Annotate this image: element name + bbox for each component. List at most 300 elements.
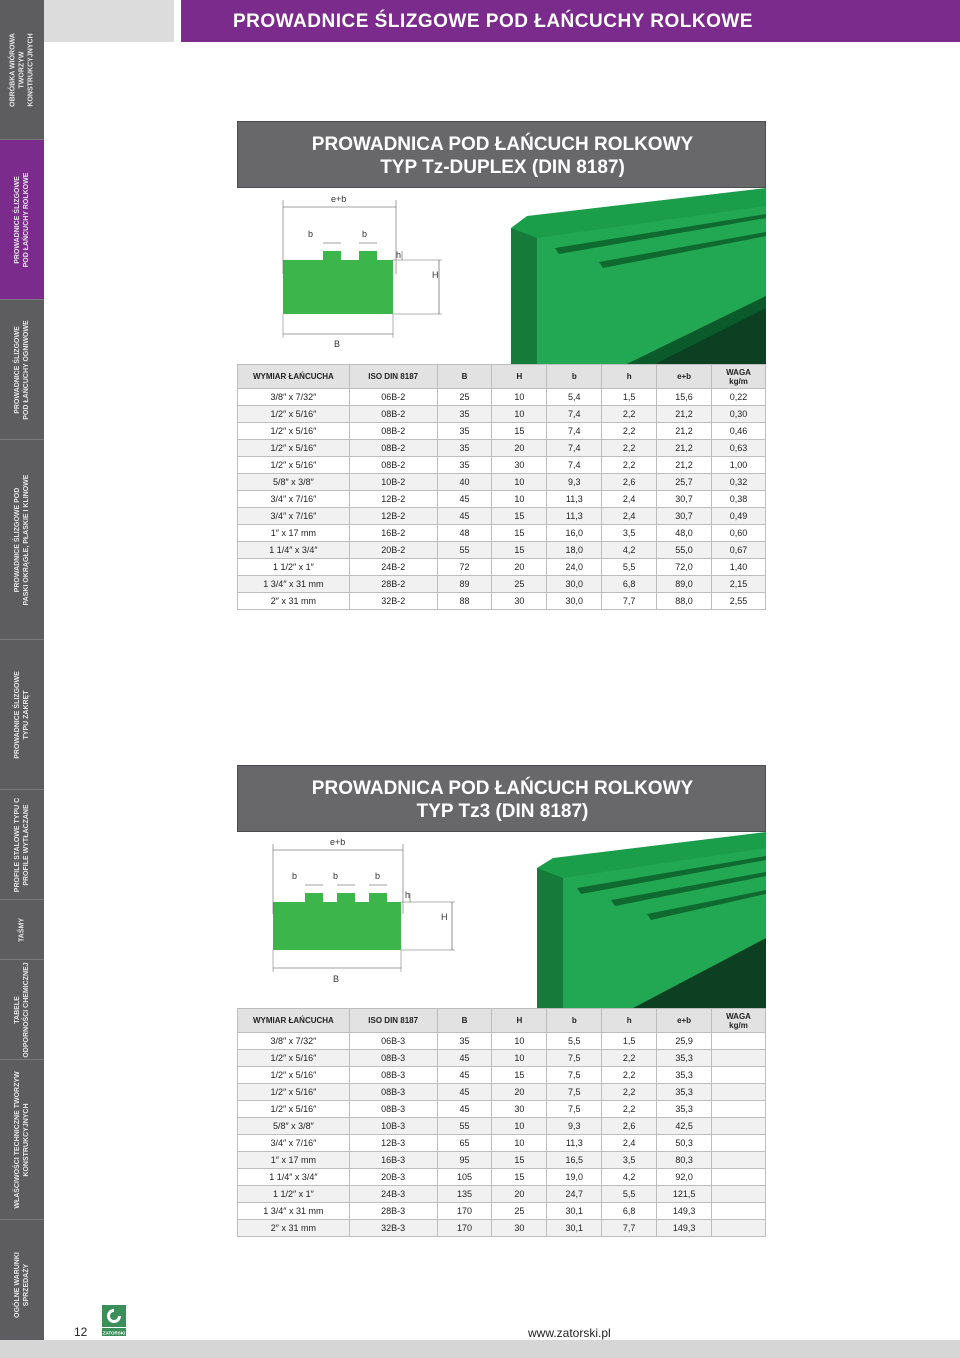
table-cell: 1,40 [712, 559, 766, 576]
table-cell: 28B-3 [349, 1203, 437, 1220]
table-cell [712, 1135, 766, 1152]
profile-drawing [237, 832, 507, 1008]
table-row [238, 1067, 766, 1084]
table-cell: 2,2 [602, 423, 657, 440]
table-cell: 0,60 [712, 525, 766, 542]
table-cell: 45 [437, 1067, 492, 1084]
product-title-line2: TYP Tz-DUPLEX (DIN 8187) [380, 157, 625, 178]
website-link[interactable]: www.zatorski.pl [528, 1326, 611, 1340]
table-cell: 3/8″ x 7/32″ [238, 1033, 350, 1050]
column-header: b [547, 1009, 602, 1033]
table-cell: 5,5 [602, 1186, 657, 1203]
table-cell: 15,6 [657, 389, 712, 406]
table-cell: 25 [437, 389, 492, 406]
sidebar-gap [44, 0, 174, 1340]
table-cell: 88 [437, 593, 492, 610]
table-row [238, 576, 766, 593]
table-cell: 170 [437, 1220, 492, 1237]
column-header: ISO DIN 8187 [349, 365, 437, 389]
table-cell: 21,2 [657, 423, 712, 440]
table-cell: 88,0 [657, 593, 712, 610]
table-cell: 1,00 [712, 457, 766, 474]
sidebar-item-label [13, 474, 31, 605]
sidebar-item-label-line: PROWADNICE ŚLIZGOWE POD [14, 487, 21, 592]
sidebar-item-label-line: PROWADNICE ŚLIZGOWE [14, 670, 21, 759]
table-cell: 30,0 [547, 576, 602, 593]
product-title-line1: PROWADNICA POD ŁAŃCUCH ROLKOWY [311, 134, 694, 155]
product-header [237, 121, 766, 188]
table-cell: 15 [492, 508, 547, 525]
sidebar-item-label-line: POD ŁAŃCUCHY ROLKOWE [23, 172, 30, 267]
table-cell: 1/2″ x 5/16″ [238, 457, 350, 474]
table-cell: 72,0 [657, 559, 712, 576]
table-cell: 32B-3 [349, 1220, 437, 1237]
table-cell: 25 [492, 576, 547, 593]
dim-eb: e+b [331, 194, 347, 204]
table-cell: 30 [492, 1220, 547, 1237]
table-cell: 1 3/4″ x 31 mm [238, 1203, 350, 1220]
dim-B: B [333, 974, 340, 984]
table-cell: 0,38 [712, 491, 766, 508]
table-row [238, 559, 766, 576]
table-cell: 20 [492, 1186, 547, 1203]
table-cell: 35 [437, 406, 492, 423]
table-cell: 12B-2 [349, 491, 437, 508]
table-cell: 30,7 [657, 491, 712, 508]
footer-left-bar [0, 1340, 174, 1358]
sidebar-item-3[interactable] [0, 300, 44, 440]
table-row [238, 389, 766, 406]
table-cell: 25 [492, 1203, 547, 1220]
table-cell: 2,15 [712, 576, 766, 593]
table-cell [712, 1118, 766, 1135]
table-cell: 30,0 [547, 593, 602, 610]
table-cell: 0,22 [712, 389, 766, 406]
table-cell: 18,0 [547, 542, 602, 559]
sidebar-item-7[interactable] [0, 900, 44, 960]
sidebar-item-8[interactable] [0, 960, 44, 1060]
table-cell: 7,4 [547, 406, 602, 423]
table-cell: 5,5 [602, 559, 657, 576]
sidebar-item-label-line: WŁAŚCIWOŚCI TECHNICZNE TWORZYW [14, 1070, 21, 1209]
table-cell: 0,32 [712, 474, 766, 491]
page-number: 12 [74, 1325, 88, 1339]
page-title: PROWADNICE ŚLIZGOWE POD ŁAŃCUCHY ROLKOWE [233, 11, 753, 32]
table-cell: 121,5 [657, 1186, 712, 1203]
table-cell: 45 [437, 1084, 492, 1101]
sidebar-item-label-line: SPRZEDAŻY [23, 1263, 30, 1306]
table-cell: 32B-2 [349, 593, 437, 610]
table-cell: 16,5 [547, 1152, 602, 1169]
table-cell: 19,0 [547, 1169, 602, 1186]
table-cell: 2,6 [602, 1118, 657, 1135]
table-row [238, 1203, 766, 1220]
sidebar-item-label-line: TYPU ZAKRĘT [23, 690, 30, 739]
dim-H: H [441, 912, 448, 922]
table-cell: 7,5 [547, 1050, 602, 1067]
zatorski-logo [102, 1305, 126, 1337]
sidebar-item-label-line: OGÓLNE WARUNKI [14, 1251, 21, 1318]
table-cell: 20 [492, 1084, 547, 1101]
sidebar-item-label-line: KONSTRUKCYJNYCH [27, 32, 35, 107]
table-row [238, 1152, 766, 1169]
table-cell: 24B-3 [349, 1186, 437, 1203]
column-header: B [437, 365, 492, 389]
column-header: ISO DIN 8187 [349, 1009, 437, 1033]
table-cell: 35 [437, 457, 492, 474]
table-cell: 1″ x 17 mm [238, 1152, 350, 1169]
table-cell: 89,0 [657, 576, 712, 593]
table-cell: 5,5 [547, 1033, 602, 1050]
table-cell: 08B-3 [349, 1050, 437, 1067]
table-cell: 10 [492, 1033, 547, 1050]
table-cell: 1,5 [602, 1033, 657, 1050]
table-cell: 30,7 [657, 508, 712, 525]
table-row [238, 457, 766, 474]
table-cell: 2,2 [602, 406, 657, 423]
table-cell: 55,0 [657, 542, 712, 559]
table-cell: 45 [437, 491, 492, 508]
table-cell: 45 [437, 508, 492, 525]
table-cell: 16B-3 [349, 1152, 437, 1169]
table-cell: 42,5 [657, 1118, 712, 1135]
table-cell: 149,3 [657, 1203, 712, 1220]
table-cell: 08B-3 [349, 1084, 437, 1101]
sidebar-item-label [13, 962, 31, 1057]
table-cell: 1/2″ x 5/16″ [238, 1050, 350, 1067]
table-cell [712, 1067, 766, 1084]
table-cell: 45 [437, 1101, 492, 1118]
table-row [238, 593, 766, 610]
table-cell: 24B-2 [349, 559, 437, 576]
sidebar-item-label [18, 918, 27, 942]
table-cell [712, 1220, 766, 1237]
table-cell: 1 1/4″ x 3/4″ [238, 1169, 350, 1186]
table-cell: 135 [437, 1186, 492, 1203]
table-cell: 15 [492, 1169, 547, 1186]
table-cell: 08B-3 [349, 1101, 437, 1118]
table-cell: 40 [437, 474, 492, 491]
table-cell: 10B-3 [349, 1118, 437, 1135]
table-cell: 12B-3 [349, 1135, 437, 1152]
table-cell: 149,3 [657, 1220, 712, 1237]
table-cell: 15 [492, 542, 547, 559]
table-row [238, 423, 766, 440]
svg-text:ZATORSKI: ZATORSKI [102, 1330, 126, 1336]
product-title-line2: TYP Tz3 (DIN 8187) [416, 801, 589, 822]
table-cell: 1,5 [602, 389, 657, 406]
column-header: h [602, 1009, 657, 1033]
sidebar-item-label [13, 1252, 31, 1318]
table-cell: 50,3 [657, 1135, 712, 1152]
table-cell: 06B-3 [349, 1033, 437, 1050]
column-header: H [492, 1009, 547, 1033]
table-cell: 0,63 [712, 440, 766, 457]
table-cell: 1 1/2″ x 1″ [238, 1186, 350, 1203]
table-cell: 20 [492, 559, 547, 576]
spec-table-tz-duplex [237, 364, 766, 610]
table-cell: 2,2 [602, 440, 657, 457]
sidebar-item-10[interactable] [0, 1220, 44, 1350]
table-cell: 15 [492, 1067, 547, 1084]
table-cell: 2,6 [602, 474, 657, 491]
table-cell: 24,0 [547, 559, 602, 576]
table-cell: 3,5 [602, 525, 657, 542]
sidebar-item-label-line: PROWADNICE ŚLIZGOWE [14, 325, 21, 414]
table-cell: 20B-3 [349, 1169, 437, 1186]
table-cell: 1/2″ x 5/16″ [238, 1101, 350, 1118]
column-header: WAGA kg/m [712, 1009, 766, 1033]
table-cell: 20 [492, 440, 547, 457]
sidebar-item-5[interactable] [0, 640, 44, 790]
table-cell: 0,67 [712, 542, 766, 559]
table-cell: 5/8″ x 3/8″ [238, 474, 350, 491]
table-cell: 16B-2 [349, 525, 437, 542]
table-cell: 35 [437, 440, 492, 457]
table-row [238, 1135, 766, 1152]
table-cell: 55 [437, 542, 492, 559]
sidebar-item-label-line: ODPORNOŚCI CHEMICZNEJ [23, 961, 30, 1058]
spec-table-tz3 [237, 1008, 766, 1237]
table-cell: 35,3 [657, 1101, 712, 1118]
product-title-line1: PROWADNICA POD ŁAŃCUCH ROLKOWY [311, 778, 694, 799]
sidebar-item-1[interactable] [0, 0, 44, 140]
table-cell: 9,3 [547, 474, 602, 491]
product-render-image [507, 188, 766, 364]
table-row [238, 1220, 766, 1237]
sidebar-item-label-line: TAŚMY [18, 917, 26, 942]
table-row [238, 1050, 766, 1067]
table-cell: 2,4 [602, 491, 657, 508]
table-cell: 35,3 [657, 1067, 712, 1084]
table-cell: 95 [437, 1152, 492, 1169]
table-cell: 1/2″ x 5/16″ [238, 406, 350, 423]
product-render-image [507, 832, 766, 1008]
table-cell: 1 3/4″ x 31 mm [238, 576, 350, 593]
sidebar-item-label [13, 1071, 31, 1208]
table-cell: 9,3 [547, 1118, 602, 1135]
table-cell: 15 [492, 525, 547, 542]
table-cell: 6,8 [602, 576, 657, 593]
column-header: b [547, 365, 602, 389]
table-cell: 2,2 [602, 1050, 657, 1067]
dim-H: H [432, 270, 439, 280]
table-body [238, 389, 766, 610]
product-header [237, 765, 766, 832]
table-cell: 80,3 [657, 1152, 712, 1169]
table-cell: 4,2 [602, 1169, 657, 1186]
sidebar-item-2[interactable] [0, 140, 44, 300]
table-row [238, 1186, 766, 1203]
dim-b-2: b [362, 229, 368, 239]
table-row [238, 440, 766, 457]
table-cell: 25,9 [657, 1033, 712, 1050]
table-cell: 11,3 [547, 491, 602, 508]
table-cell: 55 [437, 1118, 492, 1135]
dim-b-1: b [292, 871, 298, 881]
sidebar-item-label-line: PROFILE STALOWE TYPU C [14, 797, 21, 892]
table-cell: 11,3 [547, 508, 602, 525]
table-cell: 1 1/2″ x 1″ [238, 559, 350, 576]
table-cell: 10 [492, 1118, 547, 1135]
table-cell [712, 1152, 766, 1169]
table-cell: 15 [492, 1152, 547, 1169]
table-cell: 08B-3 [349, 1067, 437, 1084]
table-cell: 28B-2 [349, 576, 437, 593]
table-cell: 25,7 [657, 474, 712, 491]
table-cell: 1/2″ x 5/16″ [238, 1067, 350, 1084]
table-cell: 48 [437, 525, 492, 542]
header-bar [181, 0, 960, 42]
table-cell: 3,5 [602, 1152, 657, 1169]
table-row [238, 474, 766, 491]
profile-shape [283, 251, 393, 314]
table-row [238, 525, 766, 542]
table-cell: 10 [492, 1135, 547, 1152]
table-cell: 1 1/4″ x 3/4″ [238, 542, 350, 559]
profile-shape [273, 893, 401, 950]
table-cell: 35 [437, 423, 492, 440]
sidebar-item-label-line: TABELE [14, 995, 21, 1024]
table-cell: 89 [437, 576, 492, 593]
table-cell: 30,1 [547, 1203, 602, 1220]
column-header: h [602, 365, 657, 389]
table-header-row [238, 1009, 766, 1033]
table-cell [712, 1203, 766, 1220]
sidebar-item-label-line: PASKI OKRĄGŁE, PŁASKIE I KLINOWE [23, 474, 30, 605]
table-cell [712, 1101, 766, 1118]
table-cell: 0,30 [712, 406, 766, 423]
sidebar-item-label-line: TWORZYW [18, 51, 26, 88]
table-cell: 7,4 [547, 440, 602, 457]
table-cell: 170 [437, 1203, 492, 1220]
dim-b-2: b [333, 871, 339, 881]
dim-B: B [334, 339, 341, 349]
dim-b-3: b [375, 871, 381, 881]
table-cell: 105 [437, 1169, 492, 1186]
column-header: e+b [657, 365, 712, 389]
table-cell: 1/2″ x 5/16″ [238, 440, 350, 457]
sidebar-item-9[interactable] [0, 1060, 44, 1220]
table-cell [712, 1169, 766, 1186]
sidebar-item-label [13, 172, 31, 267]
table-cell: 72 [437, 559, 492, 576]
table-cell: 0,49 [712, 508, 766, 525]
profile-drawing [237, 188, 507, 364]
table-cell: 2,4 [602, 508, 657, 525]
table-cell: 16,0 [547, 525, 602, 542]
dim-h: h [405, 890, 411, 900]
table-cell: 15 [492, 423, 547, 440]
sidebar-item-6[interactable] [0, 790, 44, 900]
table-cell: 5,4 [547, 389, 602, 406]
table-cell: 30,1 [547, 1220, 602, 1237]
table-cell: 2,2 [602, 1101, 657, 1118]
table-cell: 2,2 [602, 1084, 657, 1101]
table-cell: 30 [492, 1101, 547, 1118]
table-cell: 06B-2 [349, 389, 437, 406]
table-cell: 10 [492, 491, 547, 508]
table-cell: 1/2″ x 5/16″ [238, 1084, 350, 1101]
table-cell: 3/8″ x 7/32″ [238, 389, 350, 406]
table-cell: 35,3 [657, 1084, 712, 1101]
column-header: B [437, 1009, 492, 1033]
table-cell: 92,0 [657, 1169, 712, 1186]
sidebar-item-label [13, 320, 31, 419]
column-header: H [492, 365, 547, 389]
table-cell: 08B-2 [349, 406, 437, 423]
table-cell: 6,8 [602, 1203, 657, 1220]
column-header: WYMIAR ŁAŃCUCHA [238, 365, 350, 389]
sidebar-item-label-line: PROWADNICE ŚLIZGOWE [14, 175, 21, 264]
table-cell: 7,7 [602, 593, 657, 610]
table-cell: 21,2 [657, 440, 712, 457]
table-cell: 48,0 [657, 525, 712, 542]
table-body [238, 1033, 766, 1237]
table-cell: 08B-2 [349, 457, 437, 474]
table-row [238, 1169, 766, 1186]
table-cell: 10 [492, 406, 547, 423]
table-cell: 3/4″ x 7/16″ [238, 1135, 350, 1152]
sidebar-item-4[interactable] [0, 440, 44, 640]
table-cell: 45 [437, 1050, 492, 1067]
dim-eb: e+b [330, 837, 346, 847]
table-row [238, 1101, 766, 1118]
table-cell: 2″ x 31 mm [238, 1220, 350, 1237]
sidebar-item-label-line: POD ŁAŃCUCHY OGNIWOWE [23, 319, 30, 420]
sidebar-item-label-line: KONSTRUKCYJNYCH [23, 1102, 30, 1177]
table-row [238, 1033, 766, 1050]
table-cell: 08B-2 [349, 423, 437, 440]
table-cell: 7,5 [547, 1101, 602, 1118]
table-cell: 3/4″ x 7/16″ [238, 491, 350, 508]
table-cell: 1/2″ x 5/16″ [238, 423, 350, 440]
column-header: WAGA kg/m [712, 365, 766, 389]
table-cell: 10 [492, 1050, 547, 1067]
table-cell [712, 1186, 766, 1203]
table-cell: 20B-2 [349, 542, 437, 559]
table-cell: 0,46 [712, 423, 766, 440]
sidebar-item-label [13, 671, 31, 759]
table-cell: 2,55 [712, 593, 766, 610]
table-cell: 35,3 [657, 1050, 712, 1067]
table-cell: 2″ x 31 mm [238, 593, 350, 610]
table-cell: 2,4 [602, 1135, 657, 1152]
table-cell: 24,7 [547, 1186, 602, 1203]
table-cell [712, 1050, 766, 1067]
column-header: e+b [657, 1009, 712, 1033]
table-cell: 3/4″ x 7/16″ [238, 508, 350, 525]
table-cell: 7,5 [547, 1084, 602, 1101]
table-cell: 1″ x 17 mm [238, 525, 350, 542]
table-cell: 08B-2 [349, 440, 437, 457]
footer-bar [174, 1340, 960, 1358]
table-header-row [238, 365, 766, 389]
column-header: WYMIAR ŁAŃCUCHA [238, 1009, 350, 1033]
sidebar-item-label-line: OBRÓBKA WIÓROWA [9, 32, 17, 107]
table-cell: 4,2 [602, 542, 657, 559]
table-row [238, 1118, 766, 1135]
table-cell: 7,4 [547, 457, 602, 474]
table-cell: 2,2 [602, 457, 657, 474]
dim-h: h [396, 250, 402, 260]
table-cell: 7,4 [547, 423, 602, 440]
table-cell: 5/8″ x 3/8″ [238, 1118, 350, 1135]
table-row [238, 1084, 766, 1101]
sidebar-item-label-line: PROFILE WYTŁACZANE [23, 803, 30, 886]
table-cell [712, 1084, 766, 1101]
table-cell: 65 [437, 1135, 492, 1152]
